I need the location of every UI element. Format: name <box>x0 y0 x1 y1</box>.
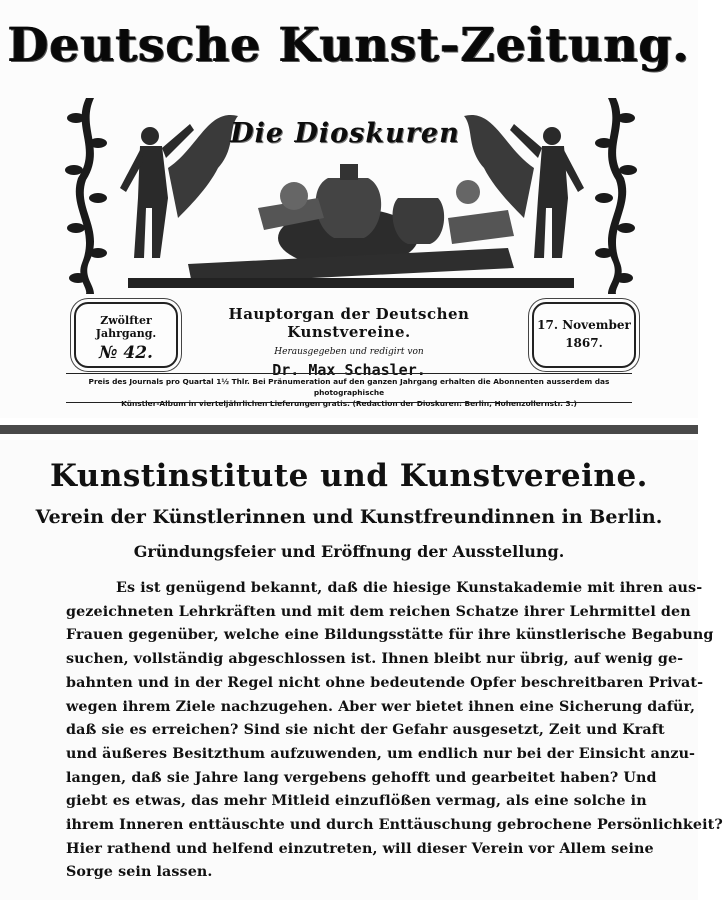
organ-line: Hauptorgan der Deutschen Kunstvereine. <box>228 305 470 341</box>
body-line: suchen, vollständig abgeschlossen ist. Ihnen bleibt nur übrig, auf wenig ge- <box>66 651 684 668</box>
body-line: bahnten und in der Regel nicht ohne bedeutende Opfer beschreitbaren Privat- <box>66 674 704 691</box>
date-cartouche <box>532 302 636 368</box>
body-line: Sorge sein lassen. <box>66 864 213 881</box>
issue-date: 17. November <box>537 318 631 332</box>
body-line: gezeichneten Lehrkräften und mit dem reichen Schatze ihrer Lehrmittel den <box>66 603 691 620</box>
article-panel <box>0 440 723 900</box>
ground-band <box>128 278 574 288</box>
body-line: giebt es etwas, das mehr Mitleid einzuflößen vermag, als eine solche in <box>66 793 647 810</box>
rule-lower <box>66 402 632 403</box>
price-note <box>58 376 640 409</box>
article-body <box>66 577 723 885</box>
right-vine-ornament <box>595 98 637 294</box>
body-line: Hier rathend und helfend einzutreten, will dieser Verein vor Allem seine <box>66 840 654 857</box>
masthead-title: Deutsche Kunst-Zeitung. <box>7 18 691 73</box>
art-objects-still-life <box>188 164 514 284</box>
left-vine-ornament <box>65 98 107 294</box>
volume-label: Zwölfter Jahrgang. <box>95 314 157 340</box>
article-subhead: Verein der Künstlerinnen und Kunstfreundinnen in Berlin. <box>35 506 663 528</box>
body-line: ihrem Inneren enttäuschte und durch Enttäuschung gebrochene Persönlichkeit? <box>66 817 723 834</box>
editor-name: Dr. Max Schasler. <box>272 361 426 379</box>
issue-number: № 42. <box>99 343 153 363</box>
issue-year: 1867. <box>565 336 603 350</box>
masthead-subtitle: Die Dioskuren <box>230 118 460 149</box>
page-separator <box>0 418 698 440</box>
masthead-panel <box>0 0 698 418</box>
editor-note: Herausgegeben und redigirt von <box>274 347 424 357</box>
body-line: Frauen gegenüber, welche eine Bildungsstätte für ihre künstlerische Begabung <box>66 627 714 644</box>
body-line: und äußeres Besitzthum aufzuwenden, um endlich nur bei der Einsicht anzu- <box>66 745 696 762</box>
body-line: wegen ihrem Ziele nachzugehen. Aber wer bietet ihnen eine Sicherung dafür, <box>66 698 696 715</box>
body-line: Es ist genügend bekannt, daß die hiesige Kunstakademie mit ihren aus- <box>116 580 703 596</box>
rule-upper <box>66 373 632 374</box>
body-line: langen, daß sie Jahre lang vergebens gehofft und gearbeitet haben? Und <box>66 769 657 786</box>
price-note-line: Künstler-Album in vierteljährlichen Lieferungen gratis. (Redaction der Dioskuren: Berlin, Hohenzollernstr. 3.) <box>121 399 577 408</box>
volume-cartouche <box>74 302 178 368</box>
article-subsubhead: Gründungsfeier und Eröffnung der Ausstellung. <box>133 542 565 561</box>
article-headline: Kunstinstitute und Kunstvereine. <box>50 458 648 494</box>
masthead-center-block <box>186 305 512 379</box>
price-note-line: Preis des Journals pro Quartal 1½ Thlr. Bei Pränumeration auf den ganzen Jahrgang erhalten die Abonnenten ausserdem das photographische <box>88 377 610 397</box>
body-line: daß sie es erreichen? Sind sie nicht der Gefahr ausgesetzt, Zeit und Kraft <box>66 722 665 739</box>
